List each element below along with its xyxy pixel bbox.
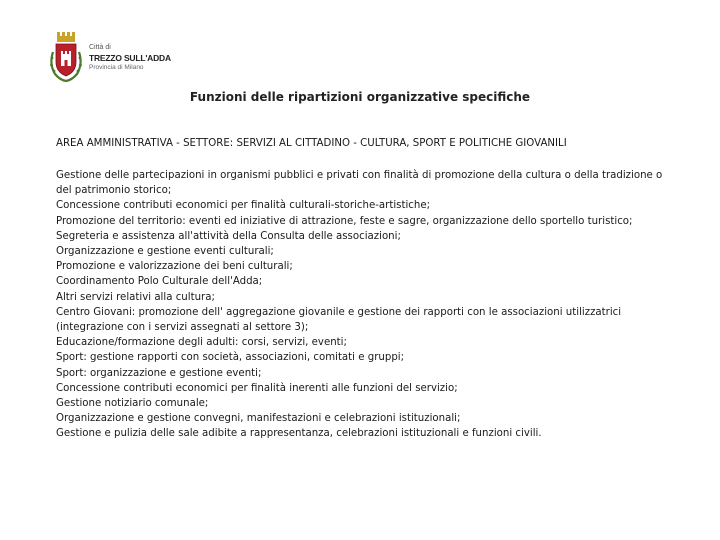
city-name: TREZZO SULL'ADDA <box>89 53 171 63</box>
province-name: Provincia di Milano <box>89 64 144 71</box>
list-item: Sport: gestione rapporti con società, associazioni, comitati e gruppi; <box>56 352 405 364</box>
logo-wordmark <box>89 43 171 73</box>
list-item: Educazione/formazione degli adulti: corsi, servizi, eventi; <box>56 337 347 349</box>
list-item: Segreteria e assistenza all'attività della Consulta delle associazioni; <box>56 230 401 242</box>
list-item: Altri servizi relativi alla cultura; <box>56 291 215 303</box>
city-prefix: Città di <box>89 44 111 51</box>
list-item: Promozione del territorio: eventi ed iniziative di attrazione, feste e sagre, organizzazione dello sportello turistico; <box>56 215 633 227</box>
list-item: Concessione contributi economici per finalità inerenti alle funzioni del servizio; <box>56 382 458 394</box>
list-item: Promozione e valorizzazione dei beni culturali; <box>56 261 293 273</box>
list-item: Sport: organizzazione e gestione eventi; <box>56 367 262 379</box>
municipality-logo <box>47 30 171 84</box>
list-item: Coordinamento Polo Culturale dell'Adda; <box>56 276 263 288</box>
list-item: Organizzazione e gestione convegni, manifestazioni e celebrazioni istituzionali; <box>56 413 461 425</box>
list-item: Gestione e pulizia delle sale adibite a rappresentanza, celebrazioni istituzionali e funzioni civili. <box>56 428 542 440</box>
coat-of-arms-icon <box>47 30 85 84</box>
list-item: Gestione delle partecipazioni in organismi pubblici e privati con finalità di promozione della cultura o della tradizione o del patrimonio storico; <box>56 170 663 197</box>
section-heading: AREA AMMINISTRATIVA - SETTORE: SERVIZI AL CITTADINO - CULTURA, SPORT E POLITICHE GIOVANILI <box>56 138 567 149</box>
list-item: Organizzazione e gestione eventi culturali; <box>56 246 274 258</box>
page-title: Funzioni delle ripartizioni organizzative specifiche <box>189 90 531 104</box>
list-item: Gestione notiziario comunale; <box>56 398 209 410</box>
list-item: Concessione contributi economici per finalità culturali-storiche-artistiche; <box>56 200 431 212</box>
list-item: Centro Giovani: promozione dell' aggregazione giovanile e gestione dei rapporti con le associazioni utilizzatrici (integrazione con i servizi assegnati al settore 3); <box>56 306 622 334</box>
duties-list <box>56 168 666 442</box>
